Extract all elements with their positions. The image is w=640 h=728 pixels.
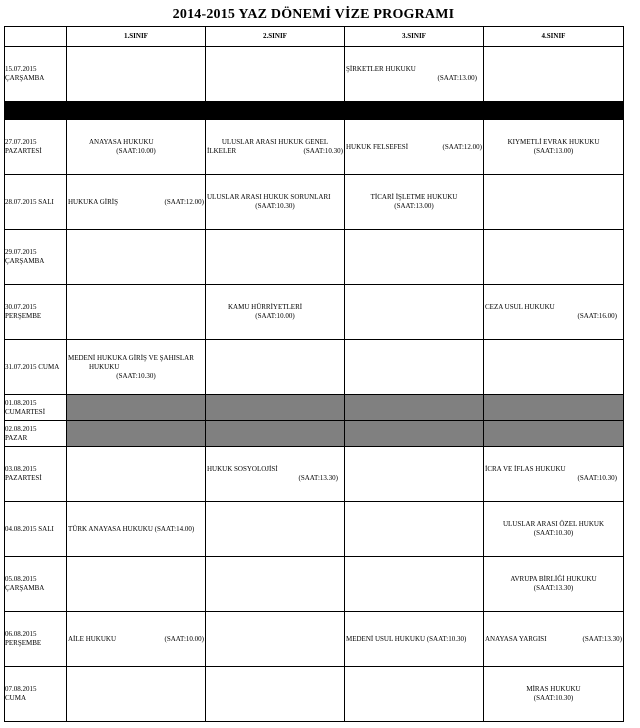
course-name: İLKELER — [207, 147, 237, 155]
schedule-table — [4, 26, 624, 722]
exam-time: (SAAT:10.30) — [303, 147, 343, 155]
date-text: 02.08.2015 — [5, 424, 37, 433]
date-text: 27.07.2015 — [5, 138, 37, 146]
header-class-2: 2.SINIF — [206, 27, 345, 47]
schedule-row — [5, 395, 624, 421]
exam-cell-class-3 — [345, 175, 484, 230]
exam-cell-class-2 — [206, 612, 345, 667]
exam-cell-class-4 — [484, 120, 624, 175]
exam-time: (SAAT:13.30) — [533, 584, 574, 592]
course-name: CEZA USUL HUKUKU — [485, 303, 555, 311]
schedule-row — [5, 447, 624, 502]
exam-time: (SAAT:10.00) — [255, 312, 295, 320]
exam-cell-class-2 — [206, 421, 345, 447]
date-text: PAZARTESİ — [5, 474, 42, 482]
exam-cell-class-4 — [484, 47, 624, 102]
schedule-row — [5, 612, 624, 667]
date-text: 05.08.2015 — [5, 575, 37, 583]
course-name: KIYMETLİ EVRAK HUKUKU — [507, 138, 600, 146]
course-name: TİCARİ İŞLETME HUKUKU — [370, 193, 458, 201]
exam-cell-class-2 — [206, 230, 345, 285]
schedule-row — [5, 47, 624, 102]
date-cell — [5, 502, 67, 557]
date-cell — [5, 612, 67, 667]
exam-cell-class-3 — [345, 421, 484, 447]
date-cell — [5, 47, 67, 102]
exam-cell-class-2 — [206, 667, 345, 722]
exam-cell-class-3 — [345, 395, 484, 421]
course-name: İCRA VE İFLAS HUKUKU — [485, 465, 566, 473]
exam-line — [67, 198, 205, 207]
course-name: AVRUPA BİRLİĞİ HUKUKU — [510, 575, 597, 583]
date-cell — [5, 395, 67, 421]
header-class-4: 4.SINIF — [484, 27, 624, 47]
date-cell — [5, 447, 67, 502]
exam-time: (SAAT:10.00) — [116, 147, 156, 155]
exam-cell-class-1 — [67, 47, 206, 102]
exam-cell-class-4 — [484, 557, 624, 612]
exam-cell-class-4 — [484, 340, 624, 395]
separator-cell — [345, 102, 484, 120]
date-text: 04.08.2015 SALI — [5, 524, 54, 533]
date-text: 03.08.2015 — [5, 465, 37, 473]
exam-cell-class-4 — [484, 230, 624, 285]
exam-time: (SAAT:16.00) — [577, 312, 617, 320]
date-cell — [5, 230, 67, 285]
exam-cell-class-1 — [67, 230, 206, 285]
exam-cell-class-4 — [484, 175, 624, 230]
course-name: ULUSLAR ARASI ÖZEL HUKUK — [502, 520, 605, 528]
course-name: ŞİRKETLER HUKUKU — [346, 65, 416, 73]
date-cell — [5, 421, 67, 447]
schedule-row — [5, 421, 624, 447]
exam-time: (SAAT:10.00) — [164, 634, 204, 643]
date-cell — [5, 285, 67, 340]
exam-time: (SAAT:13.30) — [582, 634, 622, 643]
header-class-3: 3.SINIF — [345, 27, 484, 47]
exam-time: (SAAT:10.30) — [577, 474, 617, 482]
exam-cell-class-3 — [345, 340, 484, 395]
exam-cell-class-2 — [206, 557, 345, 612]
exam-time: (SAAT:13.30) — [298, 474, 338, 482]
course-name: ULUSLAR ARASI HUKUK GENEL — [221, 138, 329, 146]
exam-cell-class-1 — [67, 175, 206, 230]
date-text: PERŞEMBE — [5, 312, 42, 320]
date-text: 06.08.2015 — [5, 630, 37, 638]
exam-time: (SAAT:12.00) — [164, 197, 204, 206]
exam-cell-class-4 — [484, 395, 624, 421]
course-name: MEDENİ USUL HUKUKU (SAAT:10.30) — [346, 634, 467, 643]
exam-time: (SAAT:13.00) — [437, 74, 477, 82]
exam-cell-class-4 — [484, 447, 624, 502]
date-text: PAZAR — [5, 433, 28, 442]
exam-cell-class-1 — [67, 667, 206, 722]
exam-cell-class-3 — [345, 447, 484, 502]
date-text: CUMARTESİ — [5, 407, 46, 416]
date-cell — [5, 667, 67, 722]
exam-cell-class-2 — [206, 502, 345, 557]
course-name: HUKUK SOSYOLOJİSİ — [207, 465, 278, 473]
exam-cell-class-2 — [206, 175, 345, 230]
exam-cell-class-1 — [67, 421, 206, 447]
date-text: 28.07.2015 SALI — [5, 197, 54, 206]
course-name: MİRAS HUKUKU — [526, 685, 581, 693]
date-text: 15.07.2015 — [5, 65, 37, 73]
exam-cell-class-4 — [484, 421, 624, 447]
schedule-row — [5, 340, 624, 395]
date-text: 07.08.2015 — [5, 685, 37, 693]
exam-cell-class-2 — [206, 340, 345, 395]
exam-cell-class-4 — [484, 612, 624, 667]
exam-time: (SAAT:13.00) — [533, 147, 574, 155]
exam-cell-class-3 — [345, 120, 484, 175]
exam-cell-class-1 — [67, 557, 206, 612]
course-name: HUKUK FELSEFESİ — [346, 142, 409, 151]
separator-cell — [206, 102, 345, 120]
date-cell — [5, 557, 67, 612]
exam-time: (SAAT:10.30) — [255, 202, 295, 210]
separator-cell — [67, 102, 206, 120]
header-date — [5, 27, 67, 47]
date-cell — [5, 120, 67, 175]
date-text: ÇARŞAMBA — [5, 74, 45, 82]
exam-cell-class-2 — [206, 47, 345, 102]
exam-time: (SAAT:12.00) — [442, 142, 482, 151]
course-name: ULUSLAR ARASI HUKUK SORUNLARI — [207, 193, 331, 201]
exam-cell-class-2 — [206, 120, 345, 175]
exam-cell-class-1 — [67, 612, 206, 667]
exam-cell-class-3 — [345, 612, 484, 667]
date-text: ÇARŞAMBA — [5, 584, 45, 592]
exam-cell-class-4 — [484, 667, 624, 722]
separator-cell — [484, 102, 624, 120]
date-text: 30.07.2015 — [5, 303, 37, 311]
date-text: 31.07.2015 CUMA — [5, 362, 60, 371]
course-name: ANAYASA YARGISI — [485, 634, 547, 643]
exam-line — [206, 147, 344, 156]
exam-cell-class-2 — [206, 285, 345, 340]
course-name: AİLE HUKUKU — [68, 634, 117, 643]
separator-row — [5, 102, 624, 120]
schedule-row — [5, 230, 624, 285]
exam-cell-class-1 — [67, 120, 206, 175]
exam-line — [484, 635, 623, 644]
exam-cell-class-1 — [67, 502, 206, 557]
schedule-row — [5, 285, 624, 340]
date-text: CUMA — [5, 694, 27, 702]
schedule-row — [5, 667, 624, 722]
exam-line — [345, 143, 483, 152]
exam-cell-class-3 — [345, 667, 484, 722]
date-text: PERŞEMBE — [5, 639, 42, 647]
exam-time: (SAAT:10.30) — [533, 529, 574, 537]
exam-cell-class-1 — [67, 285, 206, 340]
header-row — [5, 27, 624, 47]
exam-cell-class-1 — [67, 340, 206, 395]
course-name: ANAYASA HUKUKU — [89, 138, 154, 146]
date-text: 01.08.2015 — [5, 398, 37, 407]
course-name: HUKUKA GİRİŞ — [68, 197, 118, 206]
date-cell — [5, 175, 67, 230]
exam-cell-class-4 — [484, 502, 624, 557]
exam-cell-class-3 — [345, 47, 484, 102]
course-name: KAMU HÜRRİYETLERİ — [228, 303, 303, 311]
course-name: MEDENİ HUKUKA GİRİŞ VE ŞAHISLAR — [68, 353, 194, 362]
schedule-row — [5, 120, 624, 175]
course-name: HUKUKU — [89, 362, 120, 371]
date-text: PAZARTESİ — [5, 147, 42, 155]
exam-cell-class-3 — [345, 230, 484, 285]
schedule-row — [5, 557, 624, 612]
exam-cell-class-2 — [206, 447, 345, 502]
separator-cell — [5, 102, 67, 120]
exam-line — [67, 635, 205, 644]
date-text: ÇARŞAMBA — [5, 257, 45, 265]
date-text: 29.07.2015 — [5, 248, 37, 256]
exam-time: (SAAT:10.30) — [533, 694, 574, 702]
header-class-1: 1.SINIF — [67, 27, 206, 47]
course-name: TÜRK ANAYASA HUKUKU (SAAT:14.00) — [68, 524, 195, 533]
exam-time: (SAAT:13.00) — [394, 202, 434, 210]
exam-cell-class-3 — [345, 502, 484, 557]
exam-cell-class-3 — [345, 285, 484, 340]
exam-cell-class-1 — [67, 395, 206, 421]
date-cell — [5, 340, 67, 395]
exam-cell-class-2 — [206, 395, 345, 421]
exam-cell-class-3 — [345, 557, 484, 612]
exam-time: (SAAT:10.30) — [116, 371, 156, 380]
schedule-row — [5, 502, 624, 557]
exam-cell-class-4 — [484, 285, 624, 340]
page-title: 2014-2015 YAZ DÖNEMİ VİZE PROGRAMI — [172, 7, 455, 22]
exam-cell-class-1 — [67, 447, 206, 502]
schedule-row — [5, 175, 624, 230]
